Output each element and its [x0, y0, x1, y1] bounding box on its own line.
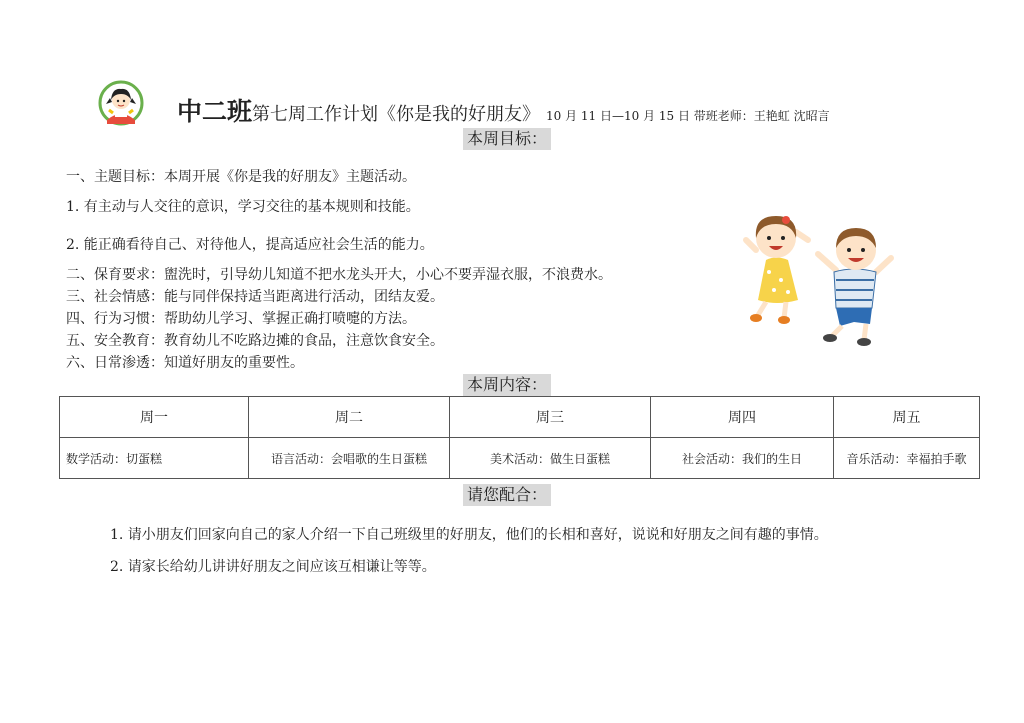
day-header: 周五	[834, 397, 980, 438]
activity-cell: 社会活动：我们的生日	[651, 438, 834, 479]
activity-cell: 美术活动：做生日蛋糕	[450, 438, 651, 479]
class-name: 中二班	[177, 97, 253, 126]
content-heading: 本周内容：	[463, 374, 551, 396]
kids-illustration-icon	[736, 210, 896, 350]
activity-cell: 数学活动：切蛋糕	[60, 438, 249, 479]
table-header-row	[60, 397, 980, 438]
goal-line: 三、社会情感：能与同伴保持适当距离进行活动，团结友爱。	[66, 289, 444, 305]
goal-line: 五、安全教育：教育幼儿不吃路边摊的食品，注意饮食安全。	[66, 333, 444, 349]
goal-line: 一、主题目标：本周开展《你是我的好朋友》主题活动。	[66, 169, 416, 185]
day-header: 周三	[450, 397, 651, 438]
weekly-schedule-table	[59, 396, 980, 479]
goal-line: 四、行为习惯：帮助幼儿学习、掌握正确打喷嚏的方法。	[66, 311, 416, 327]
page-title	[177, 92, 830, 128]
plan-title: 第七周工作计划《你是我的好朋友》	[252, 104, 541, 125]
cooperation-heading: 请您配合：	[463, 484, 551, 506]
day-header: 周一	[60, 397, 249, 438]
table-row	[60, 438, 980, 479]
goal-line: 二、保育要求：盥洗时，引导幼儿知道不把水龙头开大，小心不要弄湿衣服，不浪费水。	[66, 267, 612, 283]
activity-cell: 音乐活动：幸福拍手歌	[834, 438, 980, 479]
goal-line: 1. 有主动与人交往的意识，学习交往的基本规则和技能。	[66, 199, 420, 215]
day-header: 周二	[249, 397, 450, 438]
cooperation-item: 2. 请家长给幼儿讲讲好朋友之间应该互相谦让等等。	[110, 559, 436, 575]
cooperation-item: 1. 请小朋友们回家向自己的家人介绍一下自己班级里的好朋友，他们的长相和喜好，说说和好朋友之间有趣的事情。	[110, 527, 828, 543]
plan-meta: 10 月 11 日—10 月 15 日 带班老师：王艳虹 沈昭言	[546, 109, 830, 123]
activity-cell: 语言活动：会唱歌的生日蛋糕	[249, 438, 450, 479]
day-header: 周四	[651, 397, 834, 438]
goals-heading: 本周目标：	[463, 128, 551, 150]
class-logo-icon	[98, 80, 144, 126]
goal-line: 六、日常渗透：知道好朋友的重要性。	[66, 355, 304, 371]
goal-line: 2. 能正确看待自己、对待他人，提高适应社会生活的能力。	[66, 237, 434, 253]
